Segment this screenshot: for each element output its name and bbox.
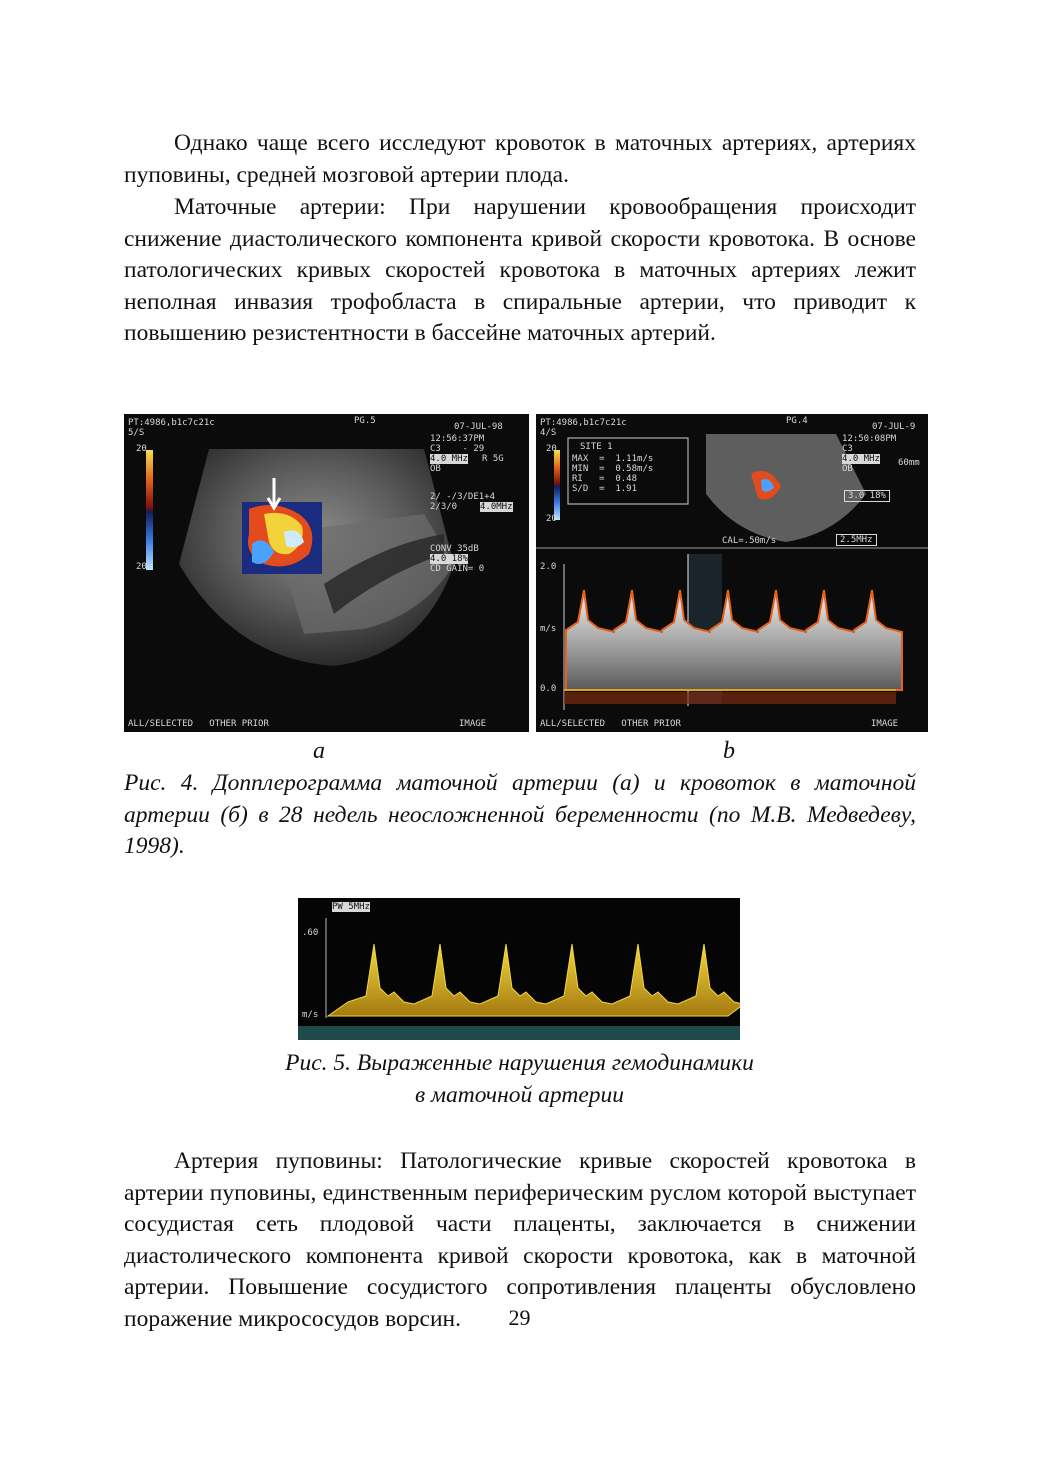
side-label-b: 4/S [540,428,557,438]
scale-bottom-label-b: 20 [546,514,557,524]
resistance-index: RI = 0.48 [572,474,638,484]
side-label: 5/S [128,428,145,438]
spectral-waveform [566,590,902,690]
site-label: SITE 1 [580,442,613,452]
date-label: 07-JUL-98 [454,422,503,432]
page-number: 29 [508,1305,531,1330]
frequency-label-2: R 5G [482,454,504,464]
patient-id-b: PT:4986,b1c7c21c [540,418,627,428]
page-id-b: PG.4 [786,416,808,426]
paragraph-uterine-arteries: Маточные артерии: При нарушении кровообращения происходит снижение диастолического компонента кривой скорости кровотока. В основе патологических кривых скоростей кровотока в маточных артериях лежит неполная инвазия трофобласта в спиральные артерии, что приводит к повышению резистентности в бассейне маточных артерий. [124,194,916,346]
patient-id: PT:4986,b1c7c21c [128,418,215,428]
figure4-caption: Рис. 4. Допплерограмма маточной артерии (а) и кровоток в маточной артерии (б) в 28 недель неосложненной беременности (по М.В. Медведеву, 1998). [124,770,916,859]
gain-label: CD GAIN= 0 [430,564,485,574]
paragraph-intro: Однако чаще всего исследуют кровоток в маточных артериях, артериях пуповины, средней мозговой артерии плода. [124,130,916,188]
footer-menu: ALL/SELECTED OTHER PRIOR [128,719,269,729]
mode-label-b: OB [842,464,853,474]
figure5-axis-top: .60 [302,928,319,938]
pw-frequency: 2.5MHz [836,534,877,546]
conv-value: 4.0 18% [430,554,468,564]
color-flow-region [242,502,322,574]
conv-label: CONV 35dB [430,544,479,554]
color-scale-bar [146,450,153,570]
page-id: PG.5 [354,416,376,426]
scale-bottom-label: 20 [136,562,147,572]
figure5-caption-line2: в маточной артерии [414,1081,625,1108]
figure4-image-b [536,414,928,732]
scale-top-label: 20 [136,444,147,454]
time-label-b: 12:50:08PM [842,434,897,444]
frequency-label-3: 4.0MHz [480,502,513,512]
paragraph-umbilical-artery: Артерия пуповины: Патологические кривые скоростей кровотока в артерии пуповины, единственным периферическим руслом которой выступает сосудистая сеть плодовой части плаценты, заключается в снижении диастолического компонента кривой скорости кровотока, как в маточной артерии. Повышение сосудистого сопротивления плаценты обусловлено поражение микрососудов ворсин. [124,1148,916,1332]
figure4-label-b: b [723,738,735,764]
mode-label: OB [430,464,441,474]
axis-bottom-label: 0.0 [540,684,557,694]
axis-top-label: 2.0 [540,562,557,572]
date-label-b: 07-JUL-9 [872,422,916,432]
sd-ratio: S/D = 1.91 [572,484,638,494]
figure5-waveform-svg [298,898,740,1040]
figure5-waveform [328,944,740,1016]
figure4-label-a: a [313,738,325,764]
probe-label: C3 - 29 [430,444,485,454]
scale-top-label-b: 20 [546,444,557,454]
depth-label: 60mm [898,458,920,468]
figure5-bottom-band [298,1026,740,1040]
calibration-label: CAL=.50m/s [722,536,777,546]
frequency-label-b: 4.0 MHz [842,454,880,464]
figure4-image-a [124,414,529,732]
footer-image-label: IMAGE [459,719,487,729]
probe-label-b: C3 [842,444,853,454]
settings-line-1: 2/ -/3/DE1+4 [430,492,496,502]
min-velocity: MIN = 0.58m/s [572,464,654,474]
figure5-caption-line1: Рис. 5. Выраженные нарушения гемодинамики [285,1050,754,1076]
figure5-badge: PW 5MHz [332,902,370,912]
frequency-label: 4.0 MHz [430,454,468,464]
axis-unit-label: m/s [540,624,557,634]
figure5-caption [0,1048,1039,1111]
footer-image-label-b: IMAGE [871,719,899,729]
footer-menu-b: ALL/SELECTED OTHER PRIOR [540,719,681,729]
gain-box: 3.0 18% [844,490,890,502]
color-scale-bar-b [554,450,560,520]
settings-line-2: 2/3/0 [430,502,458,512]
figure5-axis-unit: m/s [302,1010,319,1020]
max-velocity: MAX = 1.11m/s [572,454,654,464]
figure5-image [298,898,740,1040]
time-label: 12:56:37PM [430,434,485,444]
